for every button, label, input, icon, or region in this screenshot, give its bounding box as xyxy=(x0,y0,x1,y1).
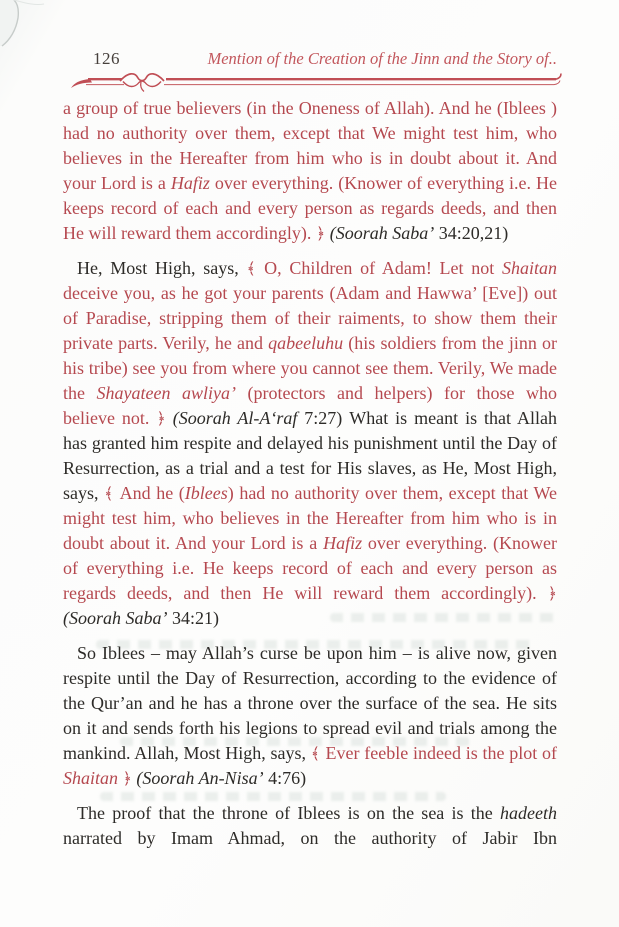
quote-ornament: ﴾ xyxy=(310,744,326,763)
text-run: Ever feeble indeed is the plot of xyxy=(325,743,557,763)
text-run: So Iblees – may Allah’s curse be upon him – is alive now, given respite until the Day of Resurrection, according to the evidence of the Qur’an and he has a throne over the surface of the sea. He sits on it and sends forth his legions to spread evil and trials among the mankind. Allah, Most High, says, xyxy=(63,643,557,763)
text-run: O, Children of Adam! Let not xyxy=(264,258,502,278)
text-run: 7:27) What is meant is that Allah has granted him respite and delayed his punishment until the Day of Resurrection, as a trial and a test for His slaves, as He, Most High, says, xyxy=(63,408,557,503)
paragraph xyxy=(63,96,557,246)
text-run: over everything. (Knower of everything i.e. He keeps record of each and every person as regards deeds, and then He will reward them accordingly). xyxy=(63,173,557,243)
text-run: The proof that the throne of Iblees is on the sea is the xyxy=(77,803,501,823)
text-run: And he ( xyxy=(119,483,185,503)
page-curl-decoration xyxy=(0,0,70,50)
text-run: 34:20,21) xyxy=(434,223,509,243)
text-run: Soorah Saba’ xyxy=(69,608,168,628)
text-run: 4:76) xyxy=(263,768,307,788)
quote-ornament: ﴿ xyxy=(122,769,132,788)
text-run: narrated by Imam Ahmad, on the authority of Jabir Ibn xyxy=(63,828,557,848)
text-run: Shaitan xyxy=(502,258,558,278)
text-run: a group of true believers (in the Oneness of Allah). And he (Iblees ) had no authority over them, except that We might test him, who believes in the Hereafter from him who is in doubt about it. And your Lord is a xyxy=(63,98,557,193)
text-run: 34:21) xyxy=(167,608,219,628)
text-run: (his soldiers from the jinn or his tribe) see you from where you cannot see them. Verily, We made the xyxy=(63,333,557,403)
quote-ornament: ﴾ xyxy=(104,484,120,503)
paragraph xyxy=(63,256,557,631)
quote-ornament: ﴾ xyxy=(246,259,265,278)
text-run: Soorah Saba’ xyxy=(335,223,435,243)
text-run: Hafiz xyxy=(170,173,210,193)
text-run: ( xyxy=(63,608,69,628)
text-run: over everything. (Knower of everything i.e. He keeps record of each and every person as regards deeds, and then He will reward them accordingly). xyxy=(63,533,557,603)
text-run: (protectors and helpers) for those who believe not. xyxy=(63,383,557,428)
text-run: qabeeluhu xyxy=(268,333,344,353)
page-body xyxy=(63,96,557,861)
quote-ornament: ﴿ xyxy=(156,409,166,428)
text-run: Iblees xyxy=(184,483,228,503)
text-run: Soorah An-Nisa’ xyxy=(142,768,264,788)
text-run: He, Most High, says, xyxy=(77,258,247,278)
text-run: ) had no authority over them, except that We might test him, who believes in the Hereafter from him who is in doubt about it. And your Lord is a xyxy=(63,483,557,553)
text-run: ( xyxy=(131,768,143,788)
quote-ornament: ﴿ xyxy=(547,584,557,603)
header-rule-ornament xyxy=(70,70,562,96)
paragraph xyxy=(63,641,557,791)
text-run: deceive you, as he got your parents (Adam and Hawwa’ [Eve]) out of Paradise, stripping them of their raiments, to show them their private parts. Verily, he and xyxy=(63,283,557,353)
text-run: ( xyxy=(325,223,336,243)
text-run: hadeeth xyxy=(500,803,557,823)
text-run: Shaitan xyxy=(63,768,119,788)
text-run: ( xyxy=(165,408,179,428)
text-run: Shayateen awliya’ xyxy=(96,383,236,403)
header-title: Mention of the Creation of the Jinn and the Story of.. xyxy=(207,49,557,68)
text-run: Soorah Al-A‘raf xyxy=(178,408,298,428)
quote-ornament: ﴿ xyxy=(315,224,326,243)
paragraph xyxy=(63,801,557,851)
text-run: Hafiz xyxy=(323,533,363,553)
page-header xyxy=(63,49,557,69)
page-number: 126 xyxy=(93,49,120,68)
